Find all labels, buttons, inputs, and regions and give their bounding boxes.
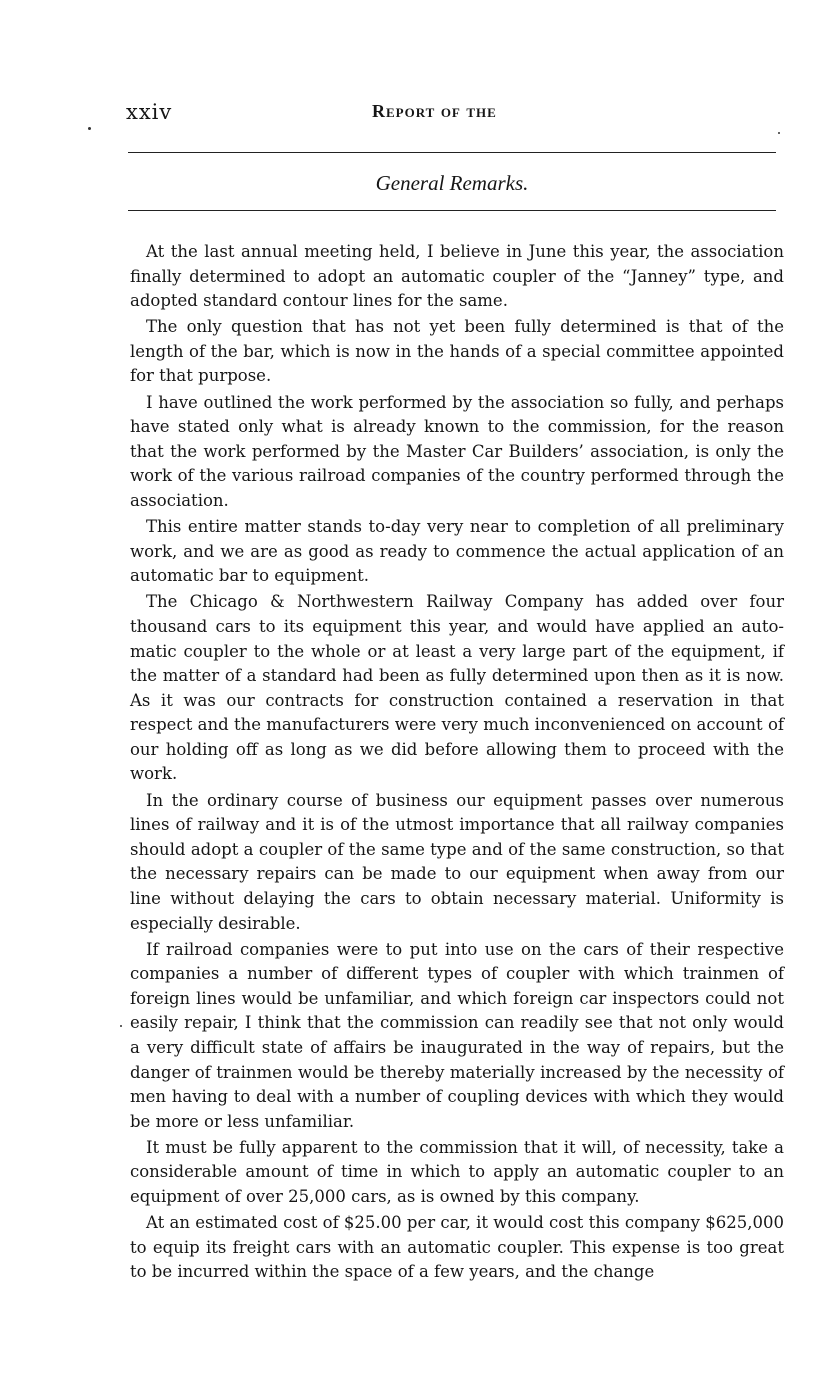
paragraph: At the last annual meeting held, I believe in June this year, the association finally determined to adopt an automatic coupler of the “Janney” type, and adopted standard contour lines for the same. [130, 242, 784, 311]
body-text [130, 240, 784, 1286]
speck-mark [778, 132, 780, 134]
header-rule-top [128, 152, 776, 153]
paragraph: I have outlined the work performed by the association so fully, and perhaps have stated only what is already known to the commission, for the reason that the work performed by the Master Car Builders’ association, is only the work of the various railroad companies of the country performed through the association. [130, 392, 784, 510]
speck-mark [88, 127, 91, 130]
section-title: General Remarks. [375, 171, 529, 195]
paragraph: If railroad companies were to put into use on the cars of their respective companies a number of different types of coupler with which trainmen of foreign lines would be unfamiliar, and which foreign car inspectors could not easily repair, I think that the commission can readily see that not only would a very difficult state of affairs be inaugurated in the way of repairs, but the danger of trainmen would be thereby materially increased by the necessity of men having to deal with a number of coupling devices with which they would be more or less unfamiliar. [130, 939, 784, 1131]
paragraph: At an estimated cost of $25.00 per car, it would cost this company $625,000 to equip its freight cars with an automatic coupler. This expense is too great to be incurred within the space of a few years, and the change [130, 1213, 784, 1282]
running-head: Report of the [372, 101, 497, 121]
paragraph: In the ordinary course of business our equipment passes over numerous lines of railway and it is of the utmost importance that all railway companies should adopt a coupler of the same type and of the same construction, so that the necessary repairs can be made to our equipment when away from our line without delaying the cars to obtain necessary material. Uniformity is especially desirable. [130, 790, 784, 933]
header-rule-bottom [128, 210, 776, 211]
paragraph: This entire matter stands to-day very near to completion of all preliminary work, and we are as good as ready to commence the actual application of an automatic bar to equipment. [130, 517, 784, 586]
paragraph: It must be fully apparent to the commission that it will, of necessity, take a considerable amount of time in which to apply an automatic coupler to an equipment of over 25,000 cars, as is owned by this company. [130, 1137, 784, 1207]
speck-mark [120, 1025, 122, 1027]
page-number: xxiv [126, 100, 173, 124]
paragraph: The only question that has not yet been fully determined is that of the length of the bar, which is now in the hands of a special committee appointed for that purpose. [130, 317, 784, 386]
paragraph: The Chicago & Northwestern Railway Company has added over four thousand cars to its equipment this year, and would have applied an automatic coupler to the whole or at least a very large part of the equipment, if the matter of a standard had been as fully determined upon then as it is now. As it was our contracts for construction contained a reservation in that respect and the manufacturers were very much inconvenienced on account of our holding off as long as we did before allowing them to proceed with the work. [130, 592, 784, 784]
